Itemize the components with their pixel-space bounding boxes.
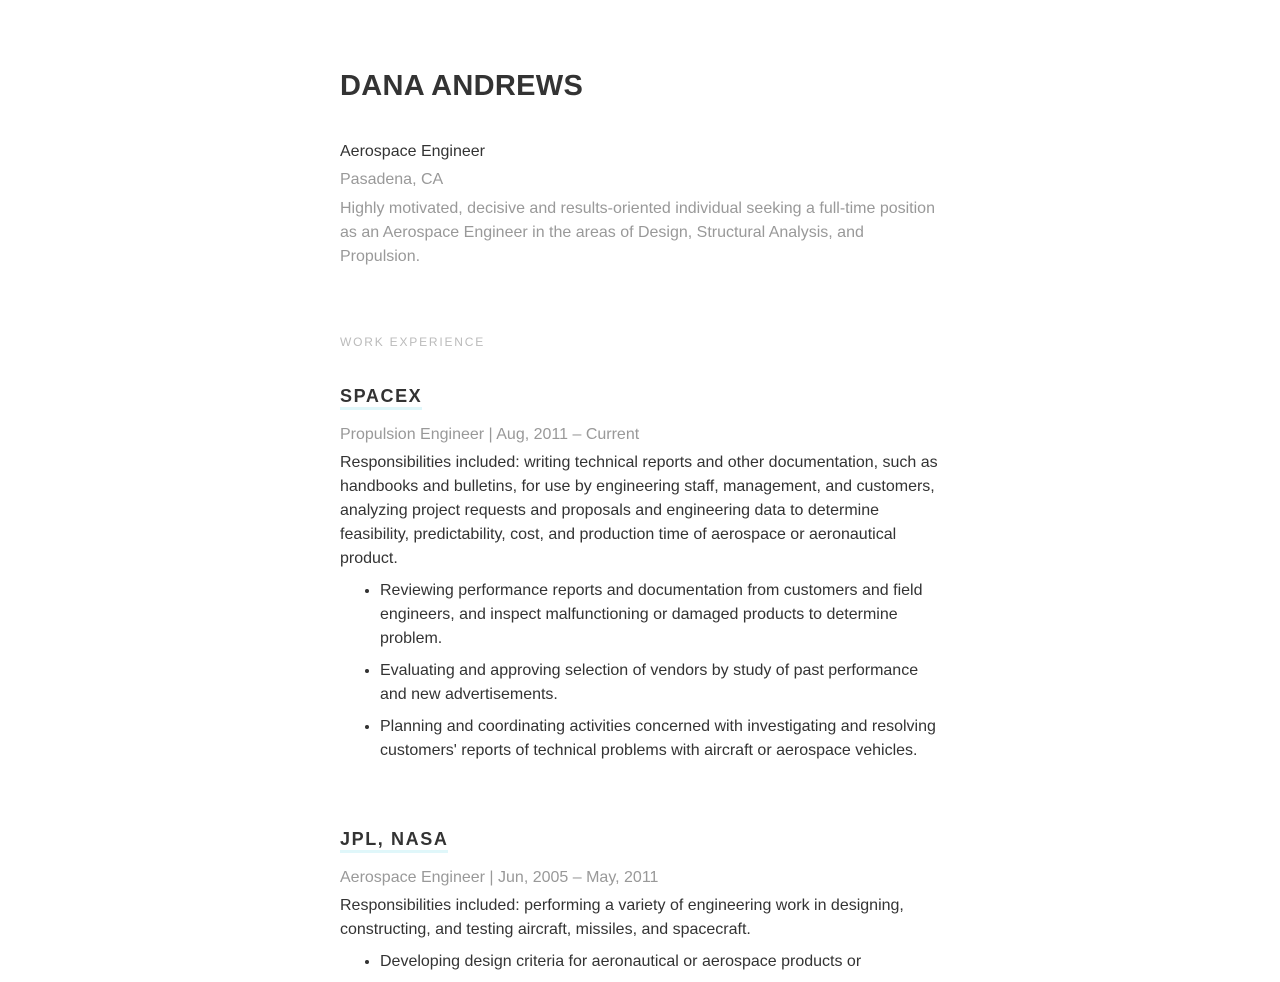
section-label-work-experience: WORK EXPERIENCE [340,335,486,349]
job-bullet-list [340,950,940,974]
list-item: • Reviewing performance reports and documentation from customers and field engineers, and inspect malfunctioning or damaged products to determine problem. [380,579,940,651]
location: Pasadena, CA [340,171,444,188]
job-bullet-list [340,579,940,763]
job-role-dates: Aerospace Engineer | Jun, 2005 – May, 2011 [340,869,659,886]
list-item: • Planning and coordinating activities concerned with investigating and resolving customers' reports of technical problems with aircraft or aerospace vehicles. [380,715,940,763]
job-role-dates: Propulsion Engineer | Aug, 2011 – Current [340,426,640,443]
job-entry-jpl-nasa [340,828,940,982]
list-item: • Developing design criteria for aeronautical or aerospace products or [380,950,940,974]
job-description: Responsibilities included: performing a variety of engineering work in designing, constructing, and testing aircraft, missiles, and spacecraft. [340,897,904,938]
list-item: • Evaluating and approving selection of vendors by study of past performance and new advertisements. [380,659,940,707]
job-title: Aerospace Engineer [340,143,485,160]
company-name: JPL, NASA [340,828,448,853]
job-description: Responsibilities included: writing technical reports and other documentation, such as handbooks and bulletins, for use by engineering staff, management, and customers, analyzing project requests and proposals and engineering data to determine feasibility, predictability, cost, and production time of aerospace or aeronautical product. [340,454,938,567]
company-name: SPACEX [340,385,422,410]
job-entry-spacex [340,385,940,771]
summary: Highly motivated, decisive and results-oriented individual seeking a full-time position as an Aerospace Engineer in the areas of Design, Structural Analysis, and Propulsion. [340,200,935,265]
person-name: DANA ANDREWS [340,70,584,102]
